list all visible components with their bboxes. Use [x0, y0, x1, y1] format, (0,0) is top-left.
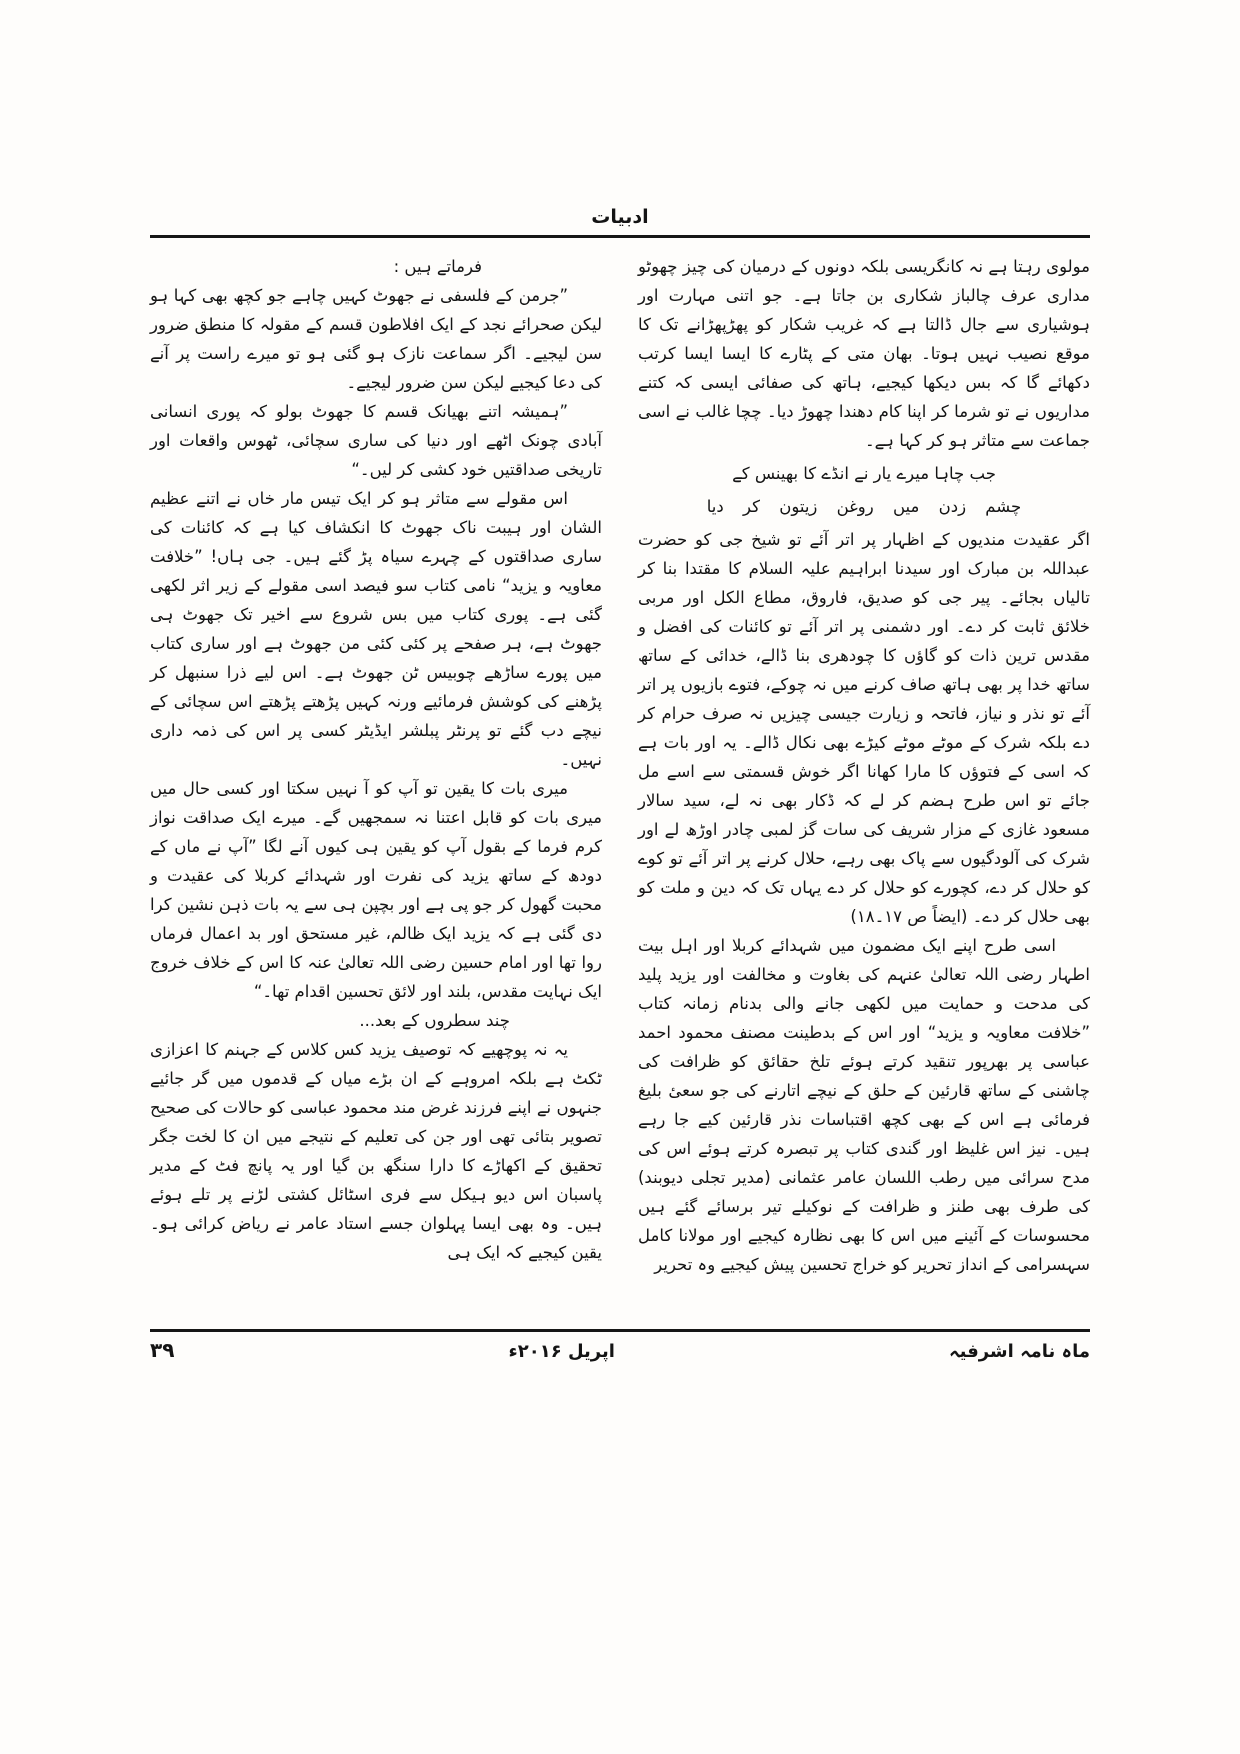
- page-footer: [150, 1322, 1090, 1362]
- paragraph: چند سطروں کے بعد...: [359, 1011, 510, 1030]
- footer-date: اپریل ۲۰۱۶ء: [508, 1341, 615, 1362]
- paragraph: اس مقولے سے متاثر ہو کر ایک تیس مار خاں نے اتنے عظیم الشان اور ہیبت ناک جھوٹ کا انکشاف کیا ہے کہ کائنات کی ساری صداقتوں کے چہرے سیاہ پڑ گئے ہیں۔ جی ہاں! ”خلافت معاویہ و یزید“ نامی کتاب سو فیصد اسی مقولے کے زیر اثر لکھی گئی ہے۔ پوری کتاب میں بس شروع سے اخیر تک جھوٹ ہی جھوٹ ہے، ہر صفحے پر کئی کئی من جھوٹ ہے اور ساری کتاب میں پورے ساڑھے چوبیس ٹن جھوٹ ہے۔ اس لیے ذرا سنبھل کر پڑھنے کی کوشش فرمائیے ورنہ کہیں پڑھتے پڑھتے اس سچائی کے نیچے دب گئے تو پرنٹر پبلشر ایڈیٹر کسی پر اس کی ذمہ داری نہیں۔: [150, 489, 602, 769]
- paragraph: میری بات کا یقین تو آپ کو آ نہیں سکتا اور کسی حال میں میری بات کو قابل اعتنا نہ سمجھیں گے۔ میرے ایک صداقت نواز کرم فرما کے بقول آپ کو یقین ہی کیوں آنے لگا ”آپ نے ماں کے دودھ کے ساتھ یزید کی نفرت اور شہدائے کربلا کی عقیدت و محبت گھول کر جو پی ہے اور بچپن ہی سے یہ بات ذہن نشین کرا دی گئی ہے کہ یزید ایک ظالم، غیر مستحق اور بد اعمال فرماں روا تھا اور امام حسین رضی اللہ تعالیٰ عنہ کا اس کے خلاف خروج ایک نہایت مقدس، بلند اور لائق تحسین اقدام تھا۔“: [150, 779, 602, 1001]
- couplet-line: جب چاہا میرے یار نے انڈے کا بھینس کے: [732, 464, 996, 483]
- couplet-line: چشم زدن میں روغن زیتون کر دیا: [706, 497, 1022, 516]
- footer-magazine-name: ماہ نامہ اشرفیہ: [949, 1341, 1090, 1362]
- column-left: [150, 252, 602, 1279]
- header-rule: [150, 235, 1090, 238]
- paragraph: مولوی رہتا ہے نہ کانگریسی بلکہ دونوں کے درمیان کی چیز چھوٹو مداری عرف چالباز شکاری بن جاتا ہے۔ جو اتنی مہارت اور ہوشیاری سے جال ڈالتا ہے کہ غریب شکار کو پھڑپھڑانے تک کا موقع نصیب نہیں ہوتا۔ بھان متی کے پٹارے کا ایسا ایسا کرتب دکھائے گا کہ بس دیکھا کیجیے، ہاتھ کی صفائی ایسی کہ کتنے مداریوں نے تو شرما کر اپنا کام دھندا چھوڑ دیا۔ چچا غالب نے اسی جماعت سے متاثر ہو کر کہا ہے۔: [638, 257, 1090, 450]
- paragraph: اگر عقیدت مندیوں کے اظہار پر اتر آئے تو شیخ جی کو حضرت عبداللہ بن مبارک اور سیدنا ابراہیم علیہ السلام کا مقتدا بنا کر تالیاں بجائے۔ پیر جی کو صدیق، فاروق، مطاع الکل اور مربی خلائق ثابت کر دے۔ اور دشمنی پر اتر آئے تو کائنات کی افضل و مقدس ترین ذات کو گاؤں کا چودھری بنا ڈالے، خدائی کے ساتھ ساتھ خدا پر بھی ہاتھ صاف کرنے میں نہ چوکے، فتوے بازیوں پر اتر آئے تو نذر و نیاز، فاتحہ و زیارت جیسی چیزیں نہ صرف حرام کر دے بلکہ شرک کے موٹے موٹے کیڑے بھی نکال ڈالے۔ یہ اور بات ہے کہ اسی کے فتوؤں کا مارا کھانا اگر خوش قسمتی سے اسے مل جائے تو اس طرح ہضم کر لے کہ ڈکار بھی نہ لے، سید سالار مسعود غازی کے مزار شریف کی سات گز لمبی چادر اوڑھ لے اور شرک کی آلودگیوں سے پاک بھی رہے، حلال کرنے پر اتر آئے تو کوے کو حلال کر دے، کچورے کو حلال کر دے یہاں تک کہ دین و ملت کو بھی حلال کر دے۔ (ایضاً ص ۱۷۔۱۸): [638, 530, 1090, 926]
- page-content: [150, 206, 1090, 1279]
- paragraph: یہ نہ پوچھیے کہ توصیف یزید کس کلاس کے جہنم کا اعزازی ٹکٹ ہے بلکہ امروہے کے ان بڑے میاں کے قدموں میں گر جائیے جنہوں نے اپنے فرزند غرض مند محمود عباسی کو حالات کی صحیح تصویر بتائی تھی اور جن کی تعلیم کے نتیجے میں ان کا لخت جگر تحقیق کے اکھاڑے کا دارا سنگھ بن گیا اور یہ پانچ فٹ کے مدیر پاسبان اس دیو ہیکل سے فری اسٹائل کشتی لڑنے پر تلے ہوئے ہیں۔ وہ بھی ایسا پہلوان جسے استاد عامر نے ریاض کرائی ہو۔ یقین کیجیے کہ ایک ہی: [150, 1040, 602, 1262]
- footer-page-number: ۳۹: [150, 1338, 175, 1362]
- paragraph: اسی طرح اپنے ایک مضمون میں شہدائے کربلا اور اہل بیت اطہار رضی اللہ تعالیٰ عنہم کی بغاوت و مخالفت اور یزید پلید کی مدحت و حمایت میں لکھی جانے والی بدنام زمانہ کتاب ”خلافت معاویہ و یزید“ اور اس کے بدطینت مصنف محمود احمد عباسی پر بھرپور تنقید کرتے ہوئے تلخ حقائق کو ظرافت کی چاشنی کے ساتھ قارئین کے حلق کے نیچے اتارنے کی جو سعیٔ بلیغ فرمائی ہے اس کے بھی کچھ اقتباسات نذر قارئین کیے جا رہے ہیں۔ نیز اس غلیظ اور گندی کتاب پر تبصرہ کرتے ہوئے اس کی مدح سرائی میں رطب اللسان عامر عثمانی (مدیر تجلی دیوبند) کی طرف بھی طنز و ظرافت کے نوکیلے تیر برسائے گئے ہیں محسوسات کے آئینے میں اس کا بھی نظارہ کیجیے اور مولانا کامل سہسرامی کے انداز تحریر کو خراج تحسین پیش کیجیے وہ تحریر: [638, 936, 1090, 1274]
- paragraph: ”ہمیشہ اتنے بھیانک قسم کا جھوٹ بولو کہ پوری انسانی آبادی چونک اٹھے اور دنیا کی ساری سچائی، ٹھوس واقعات اور تاریخی صداقتیں خود کشی کر لیں۔“: [150, 402, 602, 479]
- paragraph: ”جرمن کے فلسفی نے جھوٹ کہیں چاہے جو کچھ بھی کہا ہو لیکن صحرائے نجد کے ایک افلاطون قسم کے مقولہ کا منطق ضرور سن لیجیے۔ اگر سماعت نازک ہو گئی ہو تو میرے راست پر آنے کی دعا کیجیے لیکن سن ضرور لیجیے۔: [150, 286, 602, 392]
- paragraph: فرماتے ہیں :: [393, 257, 482, 276]
- column-right: [638, 252, 1090, 1279]
- text-columns: [150, 252, 1090, 1279]
- section-header: ادبیات: [591, 206, 649, 228]
- footer-row: [150, 1338, 1090, 1362]
- footer-rule: [150, 1329, 1090, 1332]
